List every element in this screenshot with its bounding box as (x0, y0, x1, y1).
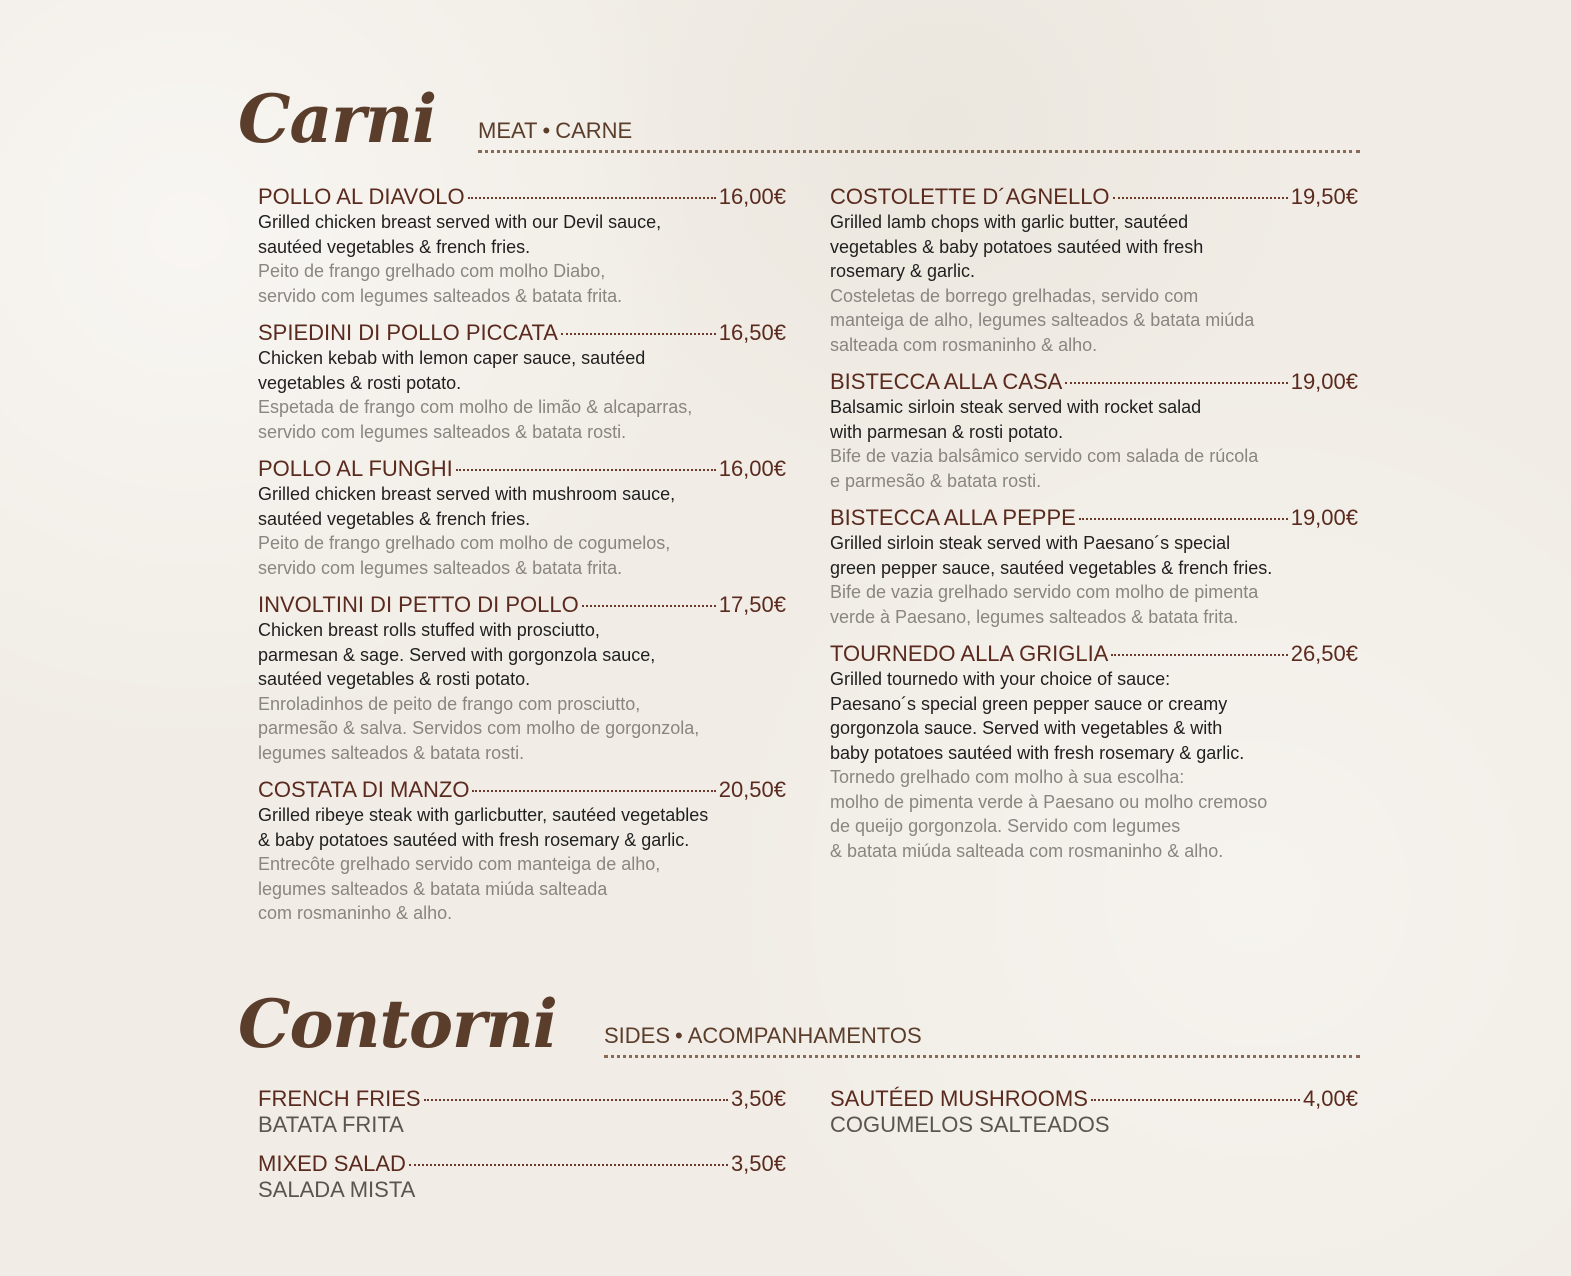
menu-item-name: BISTECCA ALLA PEPPE (830, 505, 1076, 530)
description-pt: manteiga de alho, legumes salteados & batata miúda (830, 310, 1255, 330)
description-pt: de queijo gorgonzola. Servido com legumes (830, 816, 1181, 836)
contorni-left-column (258, 1086, 786, 1216)
description-en: Grilled chicken breast served with our Devil sauce, (258, 212, 662, 232)
side-item (258, 1151, 786, 1203)
side-item-name: FRENCH FRIES (258, 1086, 421, 1111)
description-en: Chicken breast rolls stuffed with prosciutto, (258, 620, 600, 640)
dotted-leader (456, 469, 716, 471)
description-en: Grilled lamb chops with garlic butter, sautéed (830, 212, 1189, 232)
contorni-subtitle-pt: ACOMPANHAMENTOS (687, 1023, 922, 1048)
dotted-leader (1065, 382, 1287, 384)
side-item-name: SAUTÉED MUSHROOMS (830, 1086, 1088, 1111)
menu-item-price: 20,50€ (718, 777, 786, 802)
side-item (830, 1086, 1358, 1138)
description-en: sautéed vegetables & rosti potato. (258, 669, 531, 689)
menu-item-price: 26,50€ (1290, 641, 1358, 666)
menu-item-header (258, 777, 786, 803)
description-pt: parmesão & salva. Servidos com molho de gorgonzola, (258, 718, 700, 738)
carni-header (238, 80, 1363, 160)
menu-item-header (830, 641, 1358, 667)
carni-subtitle-en: MEAT (478, 118, 538, 143)
menu-item-price: 16,50€ (718, 320, 786, 345)
menu-item (258, 184, 786, 308)
dotted-leader (409, 1164, 728, 1166)
contorni-rule (604, 1055, 1360, 1058)
description-en: gorgonzola sauce. Served with vegetables & with (830, 718, 1223, 738)
description-pt: servido com legumes salteados & batata frita. (258, 285, 623, 306)
description-en: with parmesan & rosti potato. (830, 421, 1064, 442)
menu-item-name: SPIEDINI DI POLLO PICCATA (258, 320, 558, 345)
description-pt: Entrecôte grelhado servido com manteiga de alho, (258, 854, 661, 874)
menu-item-header (830, 369, 1358, 395)
description-pt: Peito de frango grelhado com molho Diabo, (258, 261, 606, 281)
dotted-leader (472, 790, 715, 792)
side-item (258, 1086, 786, 1138)
contorni-subtitle (604, 1023, 922, 1049)
carni-subtitle (478, 118, 632, 144)
menu-item-header (258, 184, 786, 210)
description-en: Grilled tournedo with your choice of sauce: (830, 669, 1171, 689)
side-item-pt: SALADA MISTA (258, 1177, 416, 1202)
menu-item-header (258, 592, 786, 618)
side-item-price: 4,00€ (1302, 1086, 1358, 1111)
menu-item-name: COSTATA DI MANZO (258, 777, 470, 802)
dotted-leader (582, 605, 716, 607)
description-en: Grilled sirloin steak served with Paesano´s special (830, 533, 1231, 553)
description-en: sautéed vegetables & french fries. (258, 508, 531, 529)
menu-item-name: POLLO AL FUNGHI (258, 456, 453, 481)
description-pt: Enroladinhos de peito de frango com prosciutto, (258, 693, 641, 714)
carni-subtitle-sep: • (542, 118, 551, 143)
menu-item (258, 456, 786, 580)
description-pt: salteada com rosmaninho & alho. (830, 334, 1098, 355)
menu-item-name: INVOLTINI DI PETTO DI POLLO (258, 592, 579, 617)
dotted-leader (1111, 654, 1287, 656)
description-en: vegetables & rosti potato. (258, 372, 462, 393)
menu-item-name: TOURNEDO ALLA GRIGLIA (830, 641, 1109, 666)
description-pt: molho de pimenta verde à Paesano ou molho cremoso (830, 791, 1268, 812)
description-pt: Peito de frango grelhado com molho de cogumelos, (258, 533, 671, 553)
description-en: Grilled chicken breast served with mushroom sauce, (258, 484, 676, 504)
side-item-header (258, 1151, 786, 1177)
side-item-price: 3,50€ (730, 1086, 786, 1111)
description-pt: Tornedo grelhado com molho à sua escolha: (830, 767, 1185, 787)
menu-item-header (258, 320, 786, 346)
description-en: rosemary & garlic. (830, 261, 976, 281)
menu-item (258, 320, 786, 444)
side-item-header (258, 1086, 786, 1112)
description-pt: & batata miúda salteada com rosmaninho & alho. (830, 840, 1224, 861)
side-item-pt: BATATA FRITA (258, 1112, 404, 1137)
description-en: & baby potatoes sautéed with fresh rosemary & garlic. (258, 829, 690, 850)
dotted-leader (561, 333, 716, 335)
description-pt: Bife de vazia grelhado servido com molho de pimenta (830, 582, 1259, 602)
menu-item (258, 777, 786, 926)
menu-item-price: 16,00€ (718, 456, 786, 481)
menu-item-header (830, 184, 1358, 210)
description-en: vegetables & baby potatoes sautéed with fresh (830, 236, 1204, 257)
contorni-right-column (830, 1086, 1358, 1151)
dotted-leader (1091, 1099, 1300, 1101)
menu-item-header (258, 456, 786, 482)
menu-item-name: BISTECCA ALLA CASA (830, 369, 1063, 394)
menu-item (258, 592, 786, 765)
contorni-header (238, 985, 1363, 1065)
description-en: Balsamic sirloin steak served with rocket salad (830, 397, 1202, 417)
description-pt: Espetada de frango com molho de limão & alcaparras, (258, 397, 693, 417)
carni-rule (478, 150, 1360, 153)
dotted-leader (424, 1099, 728, 1101)
menu-item (830, 641, 1358, 863)
menu-item-name: POLLO AL DIAVOLO (258, 184, 465, 209)
description-en: parmesan & sage. Served with gorgonzola sauce, (258, 644, 656, 665)
dotted-leader (1113, 197, 1288, 199)
menu-item-header (830, 505, 1358, 531)
description-pt: servido com legumes salteados & batata rosti. (258, 421, 627, 442)
description-pt: com rosmaninho & alho. (258, 903, 453, 923)
carni-right-column (830, 184, 1358, 875)
dotted-leader (1079, 518, 1288, 520)
description-en: sautéed vegetables & french fries. (258, 236, 531, 257)
menu-item-price: 19,00€ (1290, 505, 1358, 530)
description-en: Paesano´s special green pepper sauce or creamy (830, 693, 1228, 714)
menu-item-name: COSTOLETTE D´AGNELLO (830, 184, 1110, 209)
description-en: Grilled ribeye steak with garlicbutter, sautéed vegetables (258, 805, 709, 825)
side-item-pt: COGUMELOS SALTEADOS (830, 1112, 1110, 1137)
description-pt: e parmesão & batata rosti. (830, 470, 1042, 491)
menu-item (830, 184, 1358, 357)
dotted-leader (468, 197, 716, 199)
menu-item-price: 19,50€ (1290, 184, 1358, 209)
menu-item-price: 17,50€ (718, 592, 786, 617)
carni-subtitle-pt: CARNE (555, 118, 633, 143)
menu-item-price: 16,00€ (718, 184, 786, 209)
description-pt: verde à Paesano, legumes salteados & batata frita. (830, 606, 1239, 627)
description-pt: Bife de vazia balsâmico servido com salada de rúcola (830, 446, 1259, 466)
menu-item (830, 369, 1358, 493)
contorni-subtitle-sep: • (675, 1023, 683, 1048)
carni-title: Carni (238, 80, 437, 158)
contorni-title: Contorni (238, 985, 557, 1063)
menu-item (830, 505, 1358, 629)
carni-left-column (258, 184, 786, 938)
description-pt: Costeletas de borrego grelhadas, servido com (830, 285, 1199, 306)
side-item-name: MIXED SALAD (258, 1151, 406, 1176)
description-en: green pepper sauce, sautéed vegetables & french fries. (830, 557, 1273, 578)
description-pt: legumes salteados & batata miúda salteada (258, 878, 608, 899)
description-pt: servido com legumes salteados & batata frita. (258, 557, 623, 578)
description-pt: legumes salteados & batata rosti. (258, 742, 525, 763)
contorni-subtitle-en: SIDES (604, 1023, 671, 1048)
side-item-header (830, 1086, 1358, 1112)
description-en: Chicken kebab with lemon caper sauce, sautéed (258, 348, 646, 368)
description-en: baby potatoes sautéed with fresh rosemary & garlic. (830, 742, 1245, 763)
menu-item-price: 19,00€ (1290, 369, 1358, 394)
side-item-price: 3,50€ (730, 1151, 786, 1176)
